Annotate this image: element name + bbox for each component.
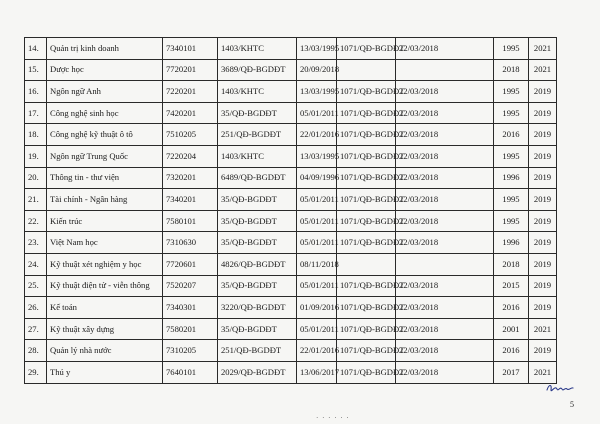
program-name: Tài chính - Ngân hàng: [47, 189, 163, 211]
year-end: 2019: [529, 81, 557, 103]
decision-number: 4826/QĐ-BGDĐT: [218, 253, 297, 275]
update-decision-number: 1071/QĐ-BGDĐT: [337, 275, 396, 297]
row-number: 15.: [25, 59, 47, 81]
decision-date: 22/01/2016: [297, 124, 337, 146]
update-decision-number: 1071/QĐ-BGDĐT: [337, 38, 396, 60]
table-row: [25, 38, 557, 60]
row-number: 19.: [25, 145, 47, 167]
update-decision-number: 1071/QĐ-BGDĐT: [337, 210, 396, 232]
decision-number: 35/QĐ-BGDĐT: [218, 318, 297, 340]
decision-number: 2029/QĐ-BGDĐT: [218, 361, 297, 383]
year-start: 1996: [494, 167, 529, 189]
program-code: 7510205: [163, 124, 218, 146]
year-start: 2018: [494, 253, 529, 275]
year-end: 2019: [529, 340, 557, 362]
decision-date: 05/01/2011: [297, 232, 337, 254]
year-start: 1995: [494, 81, 529, 103]
year-start: 2016: [494, 124, 529, 146]
decision-number: 35/QĐ-BGDĐT: [218, 232, 297, 254]
program-code: 7640101: [163, 361, 218, 383]
row-number: 17.: [25, 102, 47, 124]
program-code: 7220204: [163, 145, 218, 167]
update-decision-date: 22/03/2018: [396, 232, 494, 254]
update-decision-number: 1071/QĐ-BGDĐT: [337, 124, 396, 146]
year-start: 1996: [494, 232, 529, 254]
row-number: 23.: [25, 232, 47, 254]
year-start: 2015: [494, 275, 529, 297]
decision-date: 04/09/1996: [297, 167, 337, 189]
program-name: Kiến trúc: [47, 210, 163, 232]
table-row: [25, 210, 557, 232]
table-row: [25, 102, 557, 124]
decision-date: 08/11/2018: [297, 253, 337, 275]
decision-date: 13/03/1995: [297, 38, 337, 60]
table-row: [25, 232, 557, 254]
row-number: 22.: [25, 210, 47, 232]
row-number: 20.: [25, 167, 47, 189]
program-name: Kỹ thuật xây dựng: [47, 318, 163, 340]
row-number: 18.: [25, 124, 47, 146]
program-name: Quản trị kinh doanh: [47, 38, 163, 60]
update-decision-date: [396, 253, 494, 275]
year-end: 2019: [529, 210, 557, 232]
row-number: 26.: [25, 297, 47, 319]
year-end: 2019: [529, 124, 557, 146]
decision-date: 13/06/2017: [297, 361, 337, 383]
year-start: 2017: [494, 361, 529, 383]
year-end: 2019: [529, 145, 557, 167]
decision-date: 05/01/2011: [297, 189, 337, 211]
row-number: 24.: [25, 253, 47, 275]
update-decision-date: 22/03/2018: [396, 145, 494, 167]
year-start: 1995: [494, 38, 529, 60]
update-decision-number: 1071/QĐ-BGDĐT: [337, 81, 396, 103]
decision-number: 35/QĐ-BGDĐT: [218, 189, 297, 211]
update-decision-date: 22/03/2018: [396, 318, 494, 340]
year-start: 1995: [494, 189, 529, 211]
program-name: Thú y: [47, 361, 163, 383]
year-start: 2018: [494, 59, 529, 81]
year-start: 1995: [494, 102, 529, 124]
program-name: Kế toán: [47, 297, 163, 319]
program-name: Công nghệ kỹ thuật ô tô: [47, 124, 163, 146]
decision-number: 3689/QĐ-BGDĐT: [218, 59, 297, 81]
decision-date: 22/01/2016: [297, 340, 337, 362]
table-row: [25, 59, 557, 81]
year-start: 1995: [494, 145, 529, 167]
table-body: [25, 38, 557, 384]
update-decision-date: 22/03/2018: [396, 340, 494, 362]
update-decision-number: [337, 59, 396, 81]
year-end: 2019: [529, 232, 557, 254]
year-end: 2019: [529, 297, 557, 319]
program-name: Công nghệ sinh học: [47, 102, 163, 124]
decision-number: 1403/KHTC: [218, 145, 297, 167]
decision-number: 251/QĐ-BGDĐT: [218, 124, 297, 146]
decision-date: 05/01/2011: [297, 318, 337, 340]
update-decision-number: [337, 253, 396, 275]
update-decision-number: 1071/QĐ-BGDĐT: [337, 297, 396, 319]
year-end: 2019: [529, 167, 557, 189]
program-name: Ngôn ngữ Anh: [47, 81, 163, 103]
year-end: 2021: [529, 38, 557, 60]
program-code: 7340201: [163, 189, 218, 211]
update-decision-date: 22/03/2018: [396, 361, 494, 383]
update-decision-number: 1071/QĐ-BGDĐT: [337, 361, 396, 383]
table-row: [25, 167, 557, 189]
update-decision-number: 1071/QĐ-BGDĐT: [337, 340, 396, 362]
row-number: 28.: [25, 340, 47, 362]
update-decision-number: 1071/QĐ-BGDĐT: [337, 102, 396, 124]
decision-number: 35/QĐ-BGDĐT: [218, 102, 297, 124]
row-number: 27.: [25, 318, 47, 340]
table-row: [25, 361, 557, 383]
program-code: 7520207: [163, 275, 218, 297]
row-number: 21.: [25, 189, 47, 211]
table-row: [25, 340, 557, 362]
update-decision-number: 1071/QĐ-BGDĐT: [337, 145, 396, 167]
program-code: 7310630: [163, 232, 218, 254]
table-row: [25, 81, 557, 103]
page-number: 5: [570, 400, 574, 409]
table-row: [25, 124, 557, 146]
update-decision-date: 22/03/2018: [396, 275, 494, 297]
update-decision-date: 22/03/2018: [396, 189, 494, 211]
signature-initials: [545, 381, 575, 395]
table-row: [25, 145, 557, 167]
year-end: 2021: [529, 59, 557, 81]
decision-number: 35/QĐ-BGDĐT: [218, 210, 297, 232]
update-decision-date: 22/03/2018: [396, 167, 494, 189]
decision-number: 251/QĐ-BGDĐT: [218, 340, 297, 362]
decision-date: 05/01/2011: [297, 102, 337, 124]
footer-faint-mark: · · · · · ·: [316, 414, 350, 422]
decision-date: 05/01/2011: [297, 275, 337, 297]
program-code: 7720201: [163, 59, 218, 81]
programs-table: [24, 37, 557, 384]
program-code: 7320201: [163, 167, 218, 189]
year-start: 2016: [494, 297, 529, 319]
update-decision-date: 22/03/2018: [396, 124, 494, 146]
program-name: Quản lý nhà nước: [47, 340, 163, 362]
decision-number: 35/QĐ-BGDĐT: [218, 275, 297, 297]
update-decision-date: 22/03/2018: [396, 81, 494, 103]
update-decision-number: 1071/QĐ-BGDĐT: [337, 232, 396, 254]
program-code: 7310205: [163, 340, 218, 362]
decision-date: 01/09/2016: [297, 297, 337, 319]
update-decision-date: 22/03/2018: [396, 297, 494, 319]
update-decision-date: [396, 59, 494, 81]
year-start: 1995: [494, 210, 529, 232]
year-end: 2019: [529, 102, 557, 124]
program-name: Việt Nam học: [47, 232, 163, 254]
year-end: 2019: [529, 275, 557, 297]
year-end: 2019: [529, 253, 557, 275]
update-decision-number: 1071/QĐ-BGDĐT: [337, 318, 396, 340]
row-number: 29.: [25, 361, 47, 383]
decision-date: 05/01/2011: [297, 210, 337, 232]
update-decision-number: 1071/QĐ-BGDĐT: [337, 167, 396, 189]
program-code: 7340301: [163, 297, 218, 319]
update-decision-date: 22/03/2018: [396, 102, 494, 124]
update-decision-number: 1071/QĐ-BGDĐT: [337, 189, 396, 211]
table-row: [25, 275, 557, 297]
year-start: 2016: [494, 340, 529, 362]
program-code: 7720601: [163, 253, 218, 275]
program-code: 7220201: [163, 81, 218, 103]
program-name: Thông tin - thư viện: [47, 167, 163, 189]
program-code: 7340101: [163, 38, 218, 60]
year-start: 2001: [494, 318, 529, 340]
decision-date: 13/03/1995: [297, 81, 337, 103]
program-name: Kỹ thuật điện tử - viễn thông: [47, 275, 163, 297]
program-name: Dược học: [47, 59, 163, 81]
decision-number: 1403/KHTC: [218, 38, 297, 60]
table-row: [25, 318, 557, 340]
update-decision-date: 22/03/2018: [396, 210, 494, 232]
decision-number: 1403/KHTC: [218, 81, 297, 103]
year-end: 2021: [529, 318, 557, 340]
program-code: 7580201: [163, 318, 218, 340]
decision-date: 20/09/2018: [297, 59, 337, 81]
table-row: [25, 297, 557, 319]
decision-number: 6489/QĐ-BGDĐT: [218, 167, 297, 189]
year-end: 2019: [529, 189, 557, 211]
year-end: 2021: [529, 361, 557, 383]
decision-number: 3220/QĐ-BGDĐT: [218, 297, 297, 319]
table-row: [25, 189, 557, 211]
program-name: Ngôn ngữ Trung Quốc: [47, 145, 163, 167]
row-number: 25.: [25, 275, 47, 297]
row-number: 16.: [25, 81, 47, 103]
program-name: Kỹ thuật xét nghiệm y học: [47, 253, 163, 275]
program-code: 7580101: [163, 210, 218, 232]
program-code: 7420201: [163, 102, 218, 124]
update-decision-date: 22/03/2018: [396, 38, 494, 60]
table-row: [25, 253, 557, 275]
row-number: 14.: [25, 38, 47, 60]
decision-date: 13/03/1995: [297, 145, 337, 167]
